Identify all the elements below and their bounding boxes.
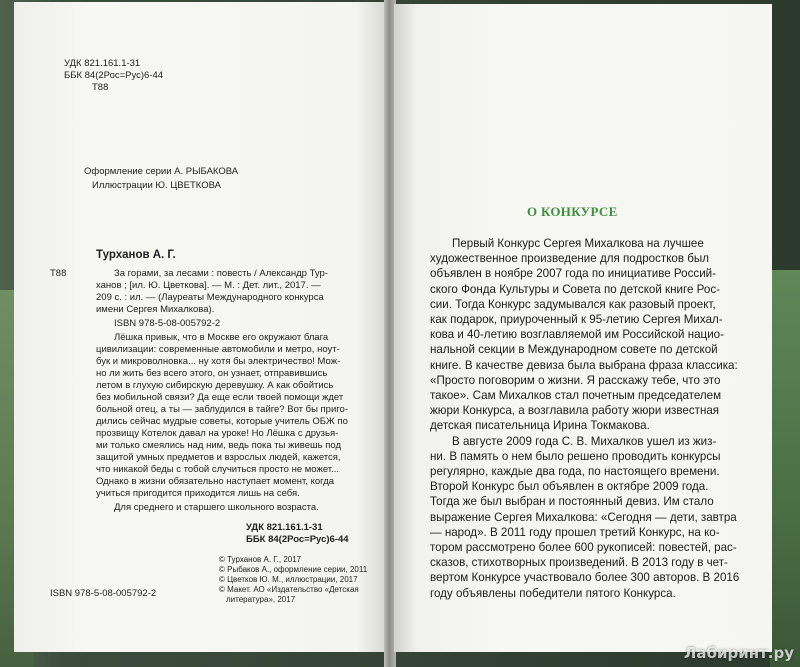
cover-edge-right [770,270,800,667]
text-line: тором рассмотрено более 600 рукописей: повестей, рас- [430,541,737,555]
text-line: сказов, стихотворных произведений. В 2013 году в чет- [430,556,728,570]
text-line: нальной секции в Международном совете по детской [430,343,718,357]
left-page [14,2,386,652]
text-line: художественное произведение для подростков был [430,252,709,266]
catalog-code-top: Т88 [92,82,109,93]
illustrations-credit: Иллюстрации Ю. ЦВЕТКОВА [92,180,221,191]
text-line: году объявлены победители пятого Конкурса. [430,586,676,600]
audience-note: Для среднего и старшего школьного возраста. [114,502,319,513]
text-line: В августе 2009 года С. В. Михалков ушел из жиз- [452,434,717,448]
text-line: — народ». В 2011 году прошел третий Конкурс, на ко- [430,525,720,539]
text-line: книге. В качестве девиза была выбрана фраза классика: [430,358,738,372]
catalog-code: Т88 [50,268,67,279]
annotation-line: ми только смеялись над ним, ведь пока ты живешь под [96,440,341,451]
bbk-top: ББК 84(2Рос=Рус)6-44 [64,70,164,81]
annotation-line: цивилизации: современные автомобили и метро, ноут- [96,344,340,355]
text-line: объявлен в ноябре 2007 года по инициативе Россий- [430,267,717,281]
text-line: кова и 40-летию возглавляемой им Российской нацио- [430,328,724,342]
isbn-inline: ISBN 978-5-08-005792-2 [114,318,221,329]
text-line: ни. В память о нем было решено проводить конкурсы [430,449,721,463]
text-line: Второй Конкурс был объявлен в октябре 2009 года. [430,480,709,494]
annotation-line: летом в глухую сибирскую деревушку. А как обойтись [96,380,334,391]
text-line: «Просто поговорим о жизни. Я расскажу тебе, что это [430,373,721,387]
about-contest-text [430,236,748,601]
text-line: Тогда же был выбран и постоянный девиз. Им стало [430,495,714,509]
copyright-line: литература», 2017 [226,595,296,604]
text-line: как подарок, приуроченный к 95-летию Сергея Михал- [430,313,723,327]
annotation-line: что никакой беды с тобой случиться просто не может... [96,464,339,475]
text-line: жюри Конкурса, а возглавила работу жюри известная [430,404,720,418]
annotation-line: защитой умных предметов и взрослых людей, кажется, [96,452,341,463]
copyright-line: © Турханов А. Г., 2017 [219,555,302,564]
series-design-credit: Оформление серии А. РЫБАКОВА [84,166,239,177]
udk-bottom: УДК 821.161.1-31 [246,522,323,533]
biblio-line: ханов ; [ил. Ю. Цветкова]. — М. : Дет. лит., 2017. — [96,280,321,291]
section-heading: О КОНКУРСЕ [527,204,618,219]
copyright-line: © Рыбаков А., оформление серии, 2011 [219,565,368,574]
text-line: выражение Сергея Михалкова: «Сегодня — дети, завтра [430,510,737,524]
copyright-line: © Цветков Ю. М., иллюстрации, 2017 [219,575,358,584]
annotation-line: учиться пригодится приходится лишь на себя. [96,488,300,499]
annotation-line: Однако в жизни обязательно наступает момент, когда [96,476,335,487]
text-line: вертом Конкурсе участвовало более 300 авторов. В 2016 [430,571,740,585]
annotation-line: Лёшка привык, что в Москве его окружают блага [114,332,329,343]
annotation-line: но ли жить без всего этого, он узнает, отправившись [96,368,328,379]
biblio-line: За горами, за лесами : повесть / Александр Тур- [114,268,328,279]
right-page [394,4,772,652]
text-line: сии. Тогда Конкурс задумывался как разовый проект, [430,297,716,311]
annotation-line: прозвищу Котелок давал на уроке! Но Лёшка с друзья- [96,428,339,439]
text-line: регулярно, каждые два года, по настоящего времени. [430,465,720,479]
text-line: ского Фонда Культуры и Совета по детской книге Рос- [430,282,720,296]
text-line: Первый Конкурс Сергея Михалкова на лучшее [452,237,704,250]
annotation-line: дились сейчас мудрые советы, которые учитель ОБЖ по [96,416,348,427]
biblio-line: 209 с. : ил. — (Лауреаты Международного конкурса [96,292,324,303]
annotation-line: больной отец, а ты — заблудился в тайге? Вот бы приго- [96,404,348,415]
copyright-line: © Макет. АО «Издательство «Детская [219,585,359,594]
annotation-line: бук и микроволновка... ну хотя бы электричество! Мож- [96,356,341,367]
isbn-bottom: ISBN 978-5-08-005792-2 [50,588,157,599]
udk-top: УДК 821.161.1-31 [64,58,141,69]
biblio-line: имени Сергея Михалкова). [96,304,215,315]
text-line: такое». Сам Михалков стал почетным председателем [430,389,722,403]
site-watermark: Лабиринт.ру [683,644,794,662]
author-heading: Турханов А. Г. [96,249,176,261]
annotation-line: без мобильной связи? Да еще если твоей помощи ждет [96,392,344,403]
text-line: детская писательница Ирина Токмакова. [430,419,650,433]
bbk-bottom: ББК 84(2Рос=Рус)6-44 [246,534,349,545]
